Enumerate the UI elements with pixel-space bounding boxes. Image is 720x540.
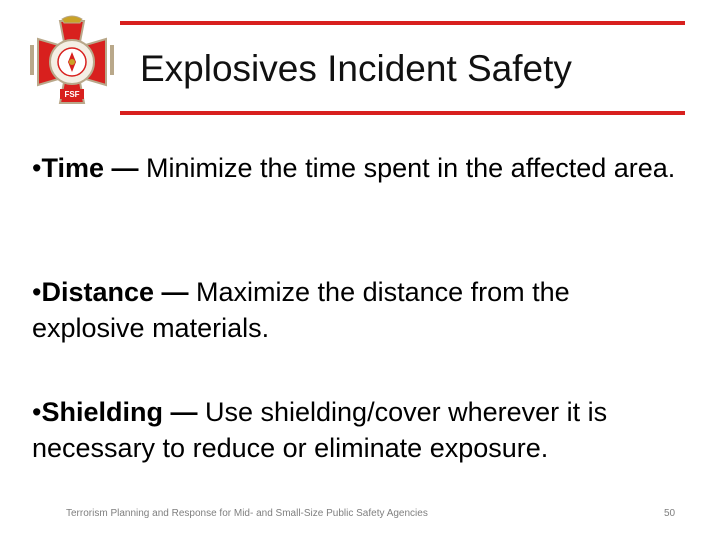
- bullet-marker: •: [32, 153, 42, 183]
- bullet-marker: •: [32, 277, 42, 307]
- footer-source: Terrorism Planning and Response for Mid- and Small-Size Public Safety Agencies: [66, 508, 428, 519]
- bullet-term: Time: [41, 153, 104, 183]
- bullet-dash: —: [170, 397, 198, 427]
- slide-title: Explosives Incident Safety: [140, 48, 572, 89]
- bullet-text: Maximize the distance from the explosive materials.: [32, 277, 570, 343]
- page-number: 50: [664, 508, 676, 519]
- bullet-dash: —: [111, 153, 139, 183]
- bullet-shielding: [32, 394, 682, 466]
- svg-text:FSF: FSF: [64, 90, 80, 99]
- bullet-distance: [32, 274, 682, 346]
- bullet-marker: •: [32, 397, 42, 427]
- bullet-term: Distance: [41, 277, 155, 307]
- bullet-time: [32, 150, 682, 186]
- title-rule-top: [120, 21, 685, 25]
- title-rule-bottom: [120, 111, 685, 115]
- firefighters-logo: [22, 15, 122, 109]
- bullet-text: Minimize the time spent in the affected area.: [146, 153, 676, 183]
- bullet-dash: —: [161, 277, 189, 307]
- bullet-text: Use shielding/cover wherever it is necessary to reduce or eliminate exposure.: [32, 397, 608, 463]
- bullet-term: Shielding: [41, 397, 163, 427]
